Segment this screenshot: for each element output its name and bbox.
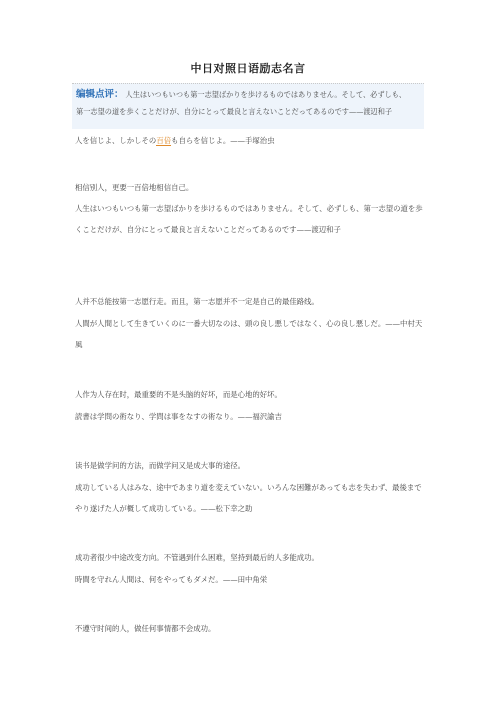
paragraph-1-ja: 人生はいつもいつも第一志望ばかりを歩けるものではありません。そして、必ずしも、第一志望の道を歩くことだけが、自分にとって最良と言えないことだってあるのです——渡辺和子 bbox=[75, 204, 423, 234]
highlight-link[interactable]: 百倍 bbox=[156, 136, 172, 145]
paragraph-4-zh: 读书是做学问的方法，而做学问又是成大事的途径。 bbox=[75, 461, 245, 470]
quote-1 bbox=[75, 130, 425, 151]
review-label: 编辑点评： bbox=[76, 89, 124, 100]
paragraph-5-ja: 時間を守れん人間は、何をやってもダメだ。——田中角栄 bbox=[75, 575, 268, 584]
paragraph-2-zh: 人并不总能按第一志愿行走。而且，第一志愿并不一定是自己的最佳路线。 bbox=[75, 297, 319, 306]
review-text-2: 第一志望の道を歩くことだけが、自分にとって最良と言えないことだってあるのです——渡辺和子 bbox=[76, 107, 393, 116]
paragraph-6-zh: 不遵守时间的人，做任何事情都不会成功。 bbox=[75, 624, 216, 633]
quote-1-after: も自らを信じよ。——手塚治虫 bbox=[171, 136, 275, 145]
quote-1-before: 人を信じよ、しかしその bbox=[75, 136, 157, 145]
review-text-1: 人生はいつもいつも第一志望ばかりを歩けるものではありません。そして、必ずしも、 bbox=[125, 90, 407, 99]
paragraph-2-ja: 人間が人間として生きていくのに一番大切なのは、頭の良し悪しではなく、心の良し悪しだ。——中村天風 bbox=[75, 319, 423, 349]
editor-review-box bbox=[72, 83, 424, 129]
review-first-line bbox=[76, 88, 420, 102]
paragraph-3-zh: 人作为人存在时，最重要的不是头脑的好坏，而是心地的好坏。 bbox=[75, 390, 282, 399]
paragraph-3-ja: 読書は学問の術なり、学問は事をなすの術なり。——福沢諭吉 bbox=[75, 412, 282, 421]
paragraph-1-zh: 相信别人，更要一百倍地相信自己。 bbox=[75, 183, 194, 192]
paragraph-5-zh: 成功者很少中途改变方向。不管遇到什么困难，坚持到最后的人多能成功。 bbox=[75, 553, 319, 562]
paragraph-4-ja: 成功している人はみな、途中であまり道を変えていない。いろんな困難があっても志を失わず、最後までやり遂げた人が概して成功している。——松下幸之助 bbox=[75, 483, 422, 513]
page-title: 中日对照日语励志名言 bbox=[190, 62, 306, 75]
